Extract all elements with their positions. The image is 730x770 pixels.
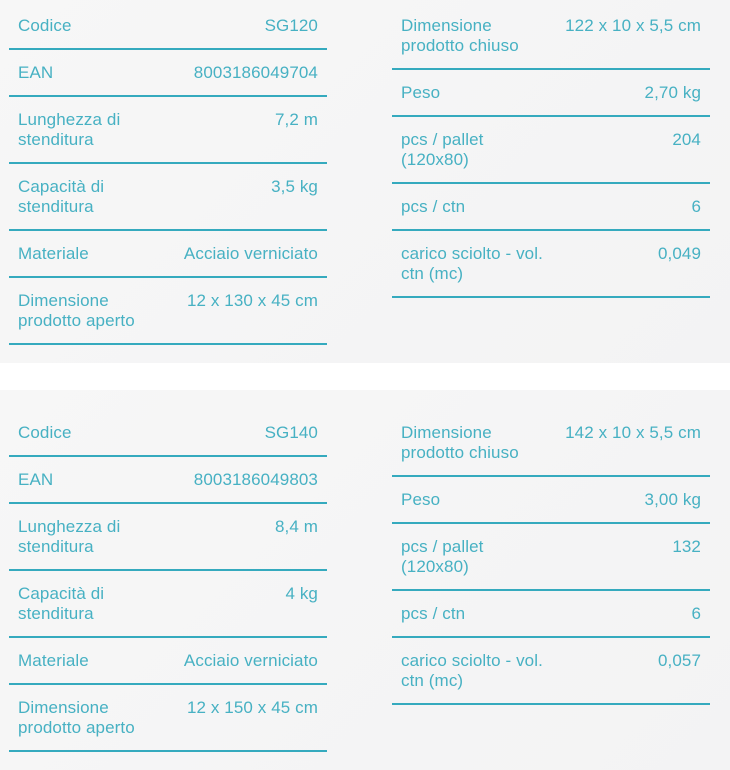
spec-row-label: Dimensione prodotto chiuso <box>401 423 519 462</box>
spec-row-value: 8,4 m <box>274 517 318 536</box>
spec-row-label: carico sciolto - vol. ctn (mc) <box>401 651 543 690</box>
spec-row <box>9 278 327 345</box>
spec-row <box>392 3 710 70</box>
spec-row-value: Acciaio verniciato <box>183 651 318 670</box>
spec-column-left <box>9 3 327 345</box>
spec-row <box>392 591 710 638</box>
spec-row-label: Materiale <box>18 651 89 670</box>
spec-row-value: SG140 <box>264 423 318 442</box>
spec-row-label: pcs / pallet (120x80) <box>401 537 484 576</box>
spec-row-value: 2,70 kg <box>644 83 701 102</box>
spec-row-value: 4 kg <box>285 584 318 603</box>
spec-row <box>9 164 327 231</box>
spec-row-label: EAN <box>18 470 54 489</box>
spec-column-right <box>392 410 710 705</box>
spec-row-value: 12 x 130 x 45 cm <box>186 291 318 310</box>
spec-column-right <box>392 3 710 298</box>
spec-row <box>392 477 710 524</box>
spec-row <box>9 457 327 504</box>
spec-row-label: Codice <box>18 16 72 35</box>
spec-row-label: carico sciolto - vol. ctn (mc) <box>401 244 543 283</box>
spec-row-value: 6 <box>691 604 701 623</box>
spec-row-value: 8003186049803 <box>193 470 318 489</box>
spec-row-value: 122 x 10 x 5,5 cm <box>565 16 701 35</box>
spec-row <box>9 3 327 50</box>
spec-row <box>392 117 710 184</box>
spec-row-label: Peso <box>401 490 441 509</box>
spec-row-label: Capacità di stenditura <box>18 584 105 623</box>
spec-row <box>9 410 327 457</box>
spec-row-label: Peso <box>401 83 441 102</box>
product-spec-section-sg120 <box>0 0 730 363</box>
spec-row-value: 8003186049704 <box>193 63 318 82</box>
spec-row-label: Dimensione prodotto chiuso <box>401 16 519 55</box>
spec-row <box>392 70 710 117</box>
spec-row-value: 7,2 m <box>274 110 318 129</box>
spec-row <box>9 50 327 97</box>
spec-row <box>9 231 327 278</box>
spec-row-label: Lunghezza di stenditura <box>18 517 121 556</box>
spec-row <box>392 184 710 231</box>
spec-row-label: Dimensione prodotto aperto <box>18 698 135 737</box>
spec-row-label: Dimensione prodotto aperto <box>18 291 135 330</box>
spec-row <box>9 638 327 685</box>
spec-row-label: EAN <box>18 63 54 82</box>
spec-row-value: 132 <box>672 537 701 556</box>
spec-row-value: 3,00 kg <box>644 490 701 509</box>
spec-row <box>392 638 710 705</box>
spec-row <box>9 685 327 752</box>
spec-row-label: pcs / pallet (120x80) <box>401 130 484 169</box>
spec-row-label: Materiale <box>18 244 89 263</box>
spec-row-value: 3,5 kg <box>271 177 318 196</box>
spec-row <box>392 231 710 298</box>
product-spec-section-sg140 <box>0 390 730 770</box>
spec-row-value: 204 <box>672 130 701 149</box>
spec-row <box>392 410 710 477</box>
spec-column-left <box>9 410 327 752</box>
spec-row-value: 12 x 150 x 45 cm <box>186 698 318 717</box>
spec-row <box>9 571 327 638</box>
spec-row-value: Acciaio verniciato <box>183 244 318 263</box>
spec-row-label: Lunghezza di stenditura <box>18 110 121 149</box>
spec-row-value: 6 <box>691 197 701 216</box>
spec-row-label: Capacità di stenditura <box>18 177 105 216</box>
spec-row-value: 0,049 <box>657 244 701 263</box>
spec-row <box>9 504 327 571</box>
spec-row-label: pcs / ctn <box>401 604 466 623</box>
spec-row-value: 0,057 <box>657 651 701 670</box>
spec-row-label: Codice <box>18 423 72 442</box>
spec-row-value: 142 x 10 x 5,5 cm <box>565 423 701 442</box>
spec-row-label: pcs / ctn <box>401 197 466 216</box>
spec-row <box>392 524 710 591</box>
spec-row-value: SG120 <box>264 16 318 35</box>
spec-row <box>9 97 327 164</box>
